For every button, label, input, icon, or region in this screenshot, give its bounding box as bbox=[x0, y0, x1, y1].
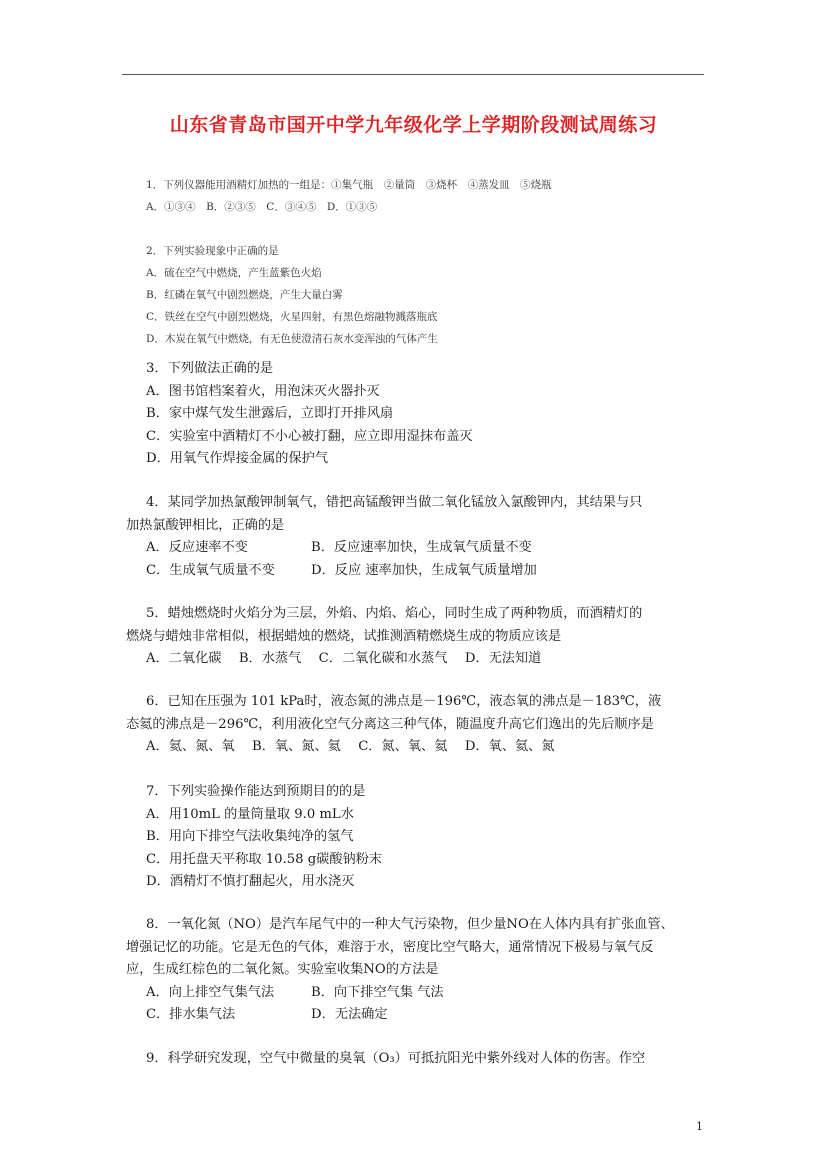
question-7-stem: 7．下列实验操作能达到预期目的的是 bbox=[146, 784, 366, 799]
question-2-option-a: A．硫在空气中燃烧，产生蓝紫色火焰 bbox=[146, 267, 322, 279]
question-8-option-c: C．排水集气法 bbox=[146, 1007, 236, 1022]
question-4 bbox=[126, 492, 706, 582]
question-7-option-b: B．用向下排空气法收集纯净的氢气 bbox=[146, 829, 354, 844]
question-2-option-b: B．红磷在氧气中剧烈燃烧，产生大量白雾 bbox=[146, 289, 343, 301]
question-4-option-d: D．反应 速率加快，生成氧气质量增加 bbox=[311, 562, 537, 578]
question-2-option-d: D．木炭在氧气中燃烧，有无色使澄清石灰水变浑浊的气体产生 bbox=[146, 333, 438, 345]
question-3-option-b: B．家中煤气发生泄露后，立即打开排风扇 bbox=[146, 406, 394, 421]
question-9-stem: 9．科学研究发现，空气中微量的臭氧（O₃）可抵抗阳光中紫外线对人体的伤害。作空 bbox=[146, 1051, 646, 1066]
question-7-option-a: A．用10mL 的量筒量取 9.0 mL水 bbox=[146, 806, 354, 822]
question-9 bbox=[146, 1048, 706, 1071]
question-1-options: A．①③④ B．②③⑤ C．③④⑤ D．①③⑤ bbox=[146, 201, 378, 213]
question-3-stem: 3．下列做法正确的是 bbox=[146, 361, 274, 376]
question-8 bbox=[126, 914, 706, 1027]
question-1-stem: 1．下列仪器能用酒精灯加热的一组是：①集气瓶 ②量筒 ③烧杯 ④蒸发皿 ⑤烧瓶 bbox=[146, 179, 552, 191]
question-6-stem-line1: 6．已知在压强为 101 kPa时，液态氮的沸点是－196℃，液态氧的沸点是－183℃，液 bbox=[146, 694, 662, 709]
question-3 bbox=[146, 358, 706, 471]
question-8-option-a: A．向上排空气集气法 bbox=[146, 984, 275, 1000]
header-rule bbox=[122, 74, 704, 75]
question-5 bbox=[126, 603, 706, 671]
question-5-options: A．二氧化碳 B．水蒸气 C．二氧化碳和水蒸气 D．无法知道 bbox=[146, 651, 542, 666]
question-5-stem-line2: 燃烧与蜡烛非常相似，根据蜡烛的燃烧，试推测酒精燃烧生成的物质应该是 bbox=[126, 628, 562, 644]
question-1 bbox=[146, 174, 552, 218]
question-8-stem-line2: 增强记忆的功能。它是无色的气体，难溶于水，密度比空气略大，通常情况下极易与氧气反 bbox=[126, 939, 654, 955]
page-title: 山东省青岛市国开中学九年级化学上学期阶段测试周练习 bbox=[169, 114, 658, 136]
question-8-options-row2 bbox=[146, 1004, 706, 1027]
question-2-stem: 2．下列实验现象中正确的是 bbox=[146, 245, 279, 257]
question-2-option-c: C．铁丝在空气中剧烈燃烧，火星四射，有黑色熔融物溅落瓶底 bbox=[146, 311, 438, 323]
question-8-options-row1 bbox=[146, 982, 706, 1005]
question-6 bbox=[126, 691, 706, 759]
question-4-stem-line2: 加热氯酸钾相比，正确的是 bbox=[126, 517, 285, 533]
question-6-stem-line2: 态氦的沸点是－296℃，利用液化空气分离这三种气体，随温度升高它们逸出的先后顺序是 bbox=[126, 716, 654, 732]
question-3-option-a: A．图书馆档案着火，用泡沫灭火器扑灭 bbox=[146, 383, 380, 399]
question-4-stem-line1: 4．某同学加热氯酸钾制氧气，错把高锰酸钾当做二氧化锰放入氯酸钾内，其结果与只 bbox=[146, 495, 643, 510]
question-8-option-d: D．无法确定 bbox=[311, 1007, 388, 1022]
page-number: 1 bbox=[696, 1120, 703, 1133]
question-6-options: A．氦、氮、氧 B．氧、氮、氦 C．氮、氧、氦 D．氧、氦、氮 bbox=[146, 739, 555, 754]
question-4-option-c: C．生成氧气质量不变 bbox=[146, 562, 275, 578]
question-4-options-row2 bbox=[146, 560, 706, 583]
question-4-options-row1 bbox=[146, 537, 706, 560]
question-7-option-c: C．用托盘天平称取 10.58 g碳酸钠粉末 bbox=[146, 851, 383, 867]
question-8-option-b: B．向下排空气集 气法 bbox=[311, 984, 444, 1000]
question-5-stem-line1: 5．蜡烛燃烧时火焰分为三层，外焰、内焰、焰心，同时生成了两种物质，而酒精灯的 bbox=[146, 606, 643, 621]
question-8-stem-line1: 8．一氧化氮（NO）是汽车尾气中的一种大气污染物，但少量NO在人体内具有扩张血管、 bbox=[146, 917, 674, 932]
question-7 bbox=[146, 781, 706, 894]
question-3-option-c: C．实验室中酒精灯不小心被打翻，应立即用湿抹布盖灭 bbox=[146, 428, 473, 444]
question-3-option-d: D．用氧气作焊接金属的保护气 bbox=[146, 451, 329, 466]
question-4-option-b: B．反应速率加快，生成氧气质量不变 bbox=[311, 540, 532, 555]
question-4-option-a: A．反应速率不变 bbox=[146, 540, 248, 555]
question-8-stem-line3: 应，生成红棕色的二氧化氮。实验室收集NO的方法是 bbox=[126, 962, 439, 977]
question-7-option-d: D．酒精灯不慎打翻起火，用水浇灭 bbox=[146, 874, 355, 889]
question-2 bbox=[146, 240, 438, 350]
